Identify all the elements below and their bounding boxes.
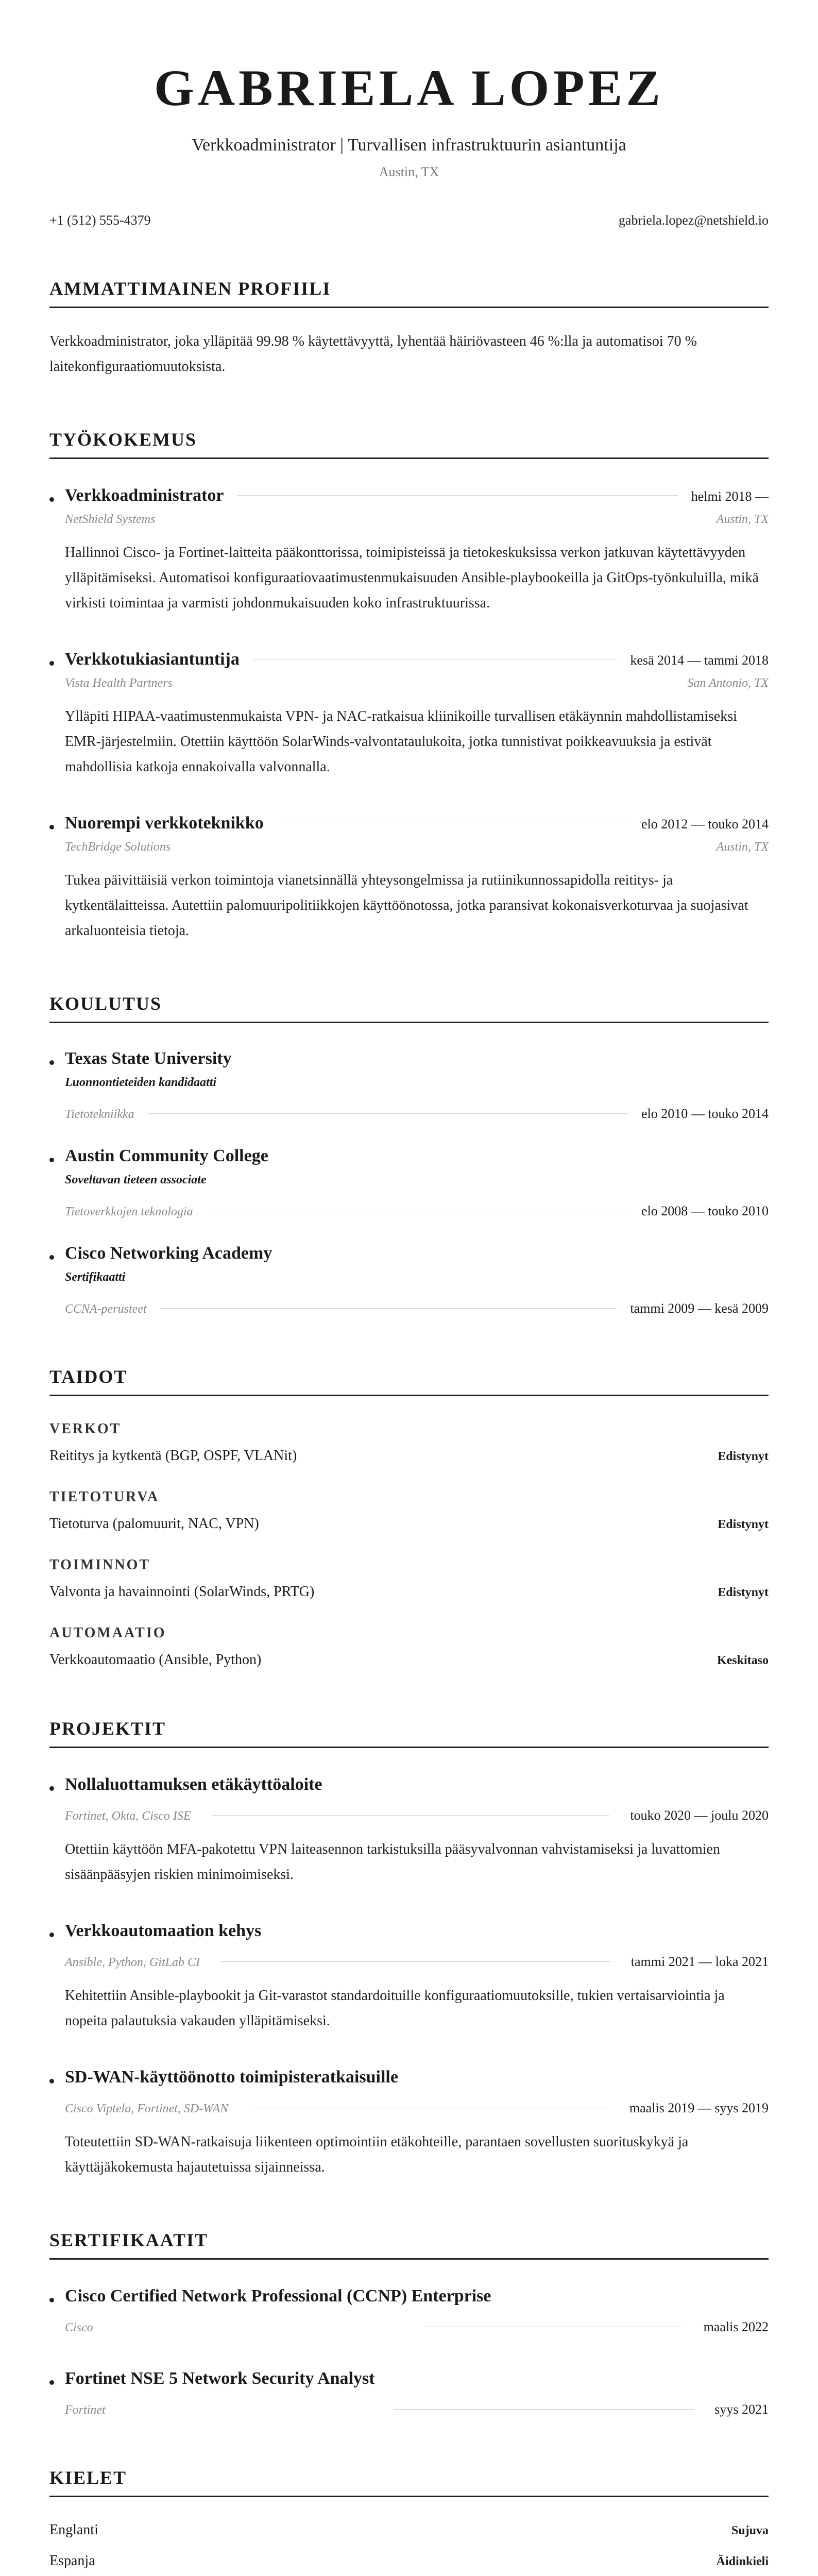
section-title: AMMATTIMAINEN PROFIILI xyxy=(49,278,769,308)
certification-entry xyxy=(49,2369,769,2417)
field-of-study: Tietotekniikka xyxy=(65,1108,134,1121)
skill-level: Keskitaso xyxy=(717,1654,769,1667)
project-tech: Fortinet, Okta, Cisco ISE xyxy=(65,1809,191,1823)
leader-line xyxy=(394,2409,694,2410)
job-date: kesä 2014 — tammi 2018 xyxy=(630,653,769,668)
section-title: PROJEKTIT xyxy=(49,1718,769,1748)
certification-issuer: Fortinet xyxy=(65,2403,106,2417)
job-description: Ylläpiti HIPAA-vaatimustenmukaista VPN- ja NAC-ratkaisua kliinikoille turvallisen etäkäynnin mahdollistamiseksi EMR-järjestelmiin. Otettiin käyttöön SolarWinds-valvontataulukoita, jotka tunnistivat poikkeavuuksia ja estivät mahdollisia katkoja ennakoivalla valvonnalla. xyxy=(65,708,737,775)
project-description: Toteutettiin SD-WAN-ratkaisuja liikenteen optimointiin etäkohteille, parantaen sovellusten suorituskykyä ja käyttäjäkokemusta hajautetuissa sijainneissa. xyxy=(65,2134,689,2175)
certification-date: syys 2021 xyxy=(714,2402,769,2417)
certifications-section xyxy=(49,2229,769,2417)
job-entry xyxy=(49,650,769,779)
job-title: Verkkotukiasiantuntija xyxy=(65,650,240,669)
skill-row xyxy=(49,1652,769,1668)
skill-name: Verkkoautomaatio (Ansible, Python) xyxy=(49,1652,262,1668)
job-location: Austin, TX xyxy=(716,840,769,854)
project-title: SD-WAN-käyttöönotto toimipisteratkaisuille xyxy=(65,2067,398,2087)
skill-name: Valvonta ja havainnointi (SolarWinds, PRTG) xyxy=(49,1584,315,1600)
skill-level: Edistynyt xyxy=(718,1586,769,1599)
skill-category: VERKOT xyxy=(49,1421,122,1437)
language-row xyxy=(49,2553,769,2569)
job-date: helmi 2018 — xyxy=(691,489,769,504)
leader-line xyxy=(237,495,678,496)
job-location: San Antonio, TX xyxy=(687,676,769,690)
education-date: elo 2010 — touko 2014 xyxy=(641,1106,769,1121)
skill-category: TOIMINNOT xyxy=(49,1557,151,1573)
job-description: Hallinnoi Cisco- ja Fortinet-laitteita pääkonttorissa, toimipisteissä ja tietokeskuksissa verkon jatkuvan käytettävyyden ylläpitämiseksi. Automatisoi konfiguraatiovaatimustenmukaisuuden Ansible-playbookeilla ja GitOps-työnkuluilla, mikä virkisti toimintaa ja varmisti johdonmukaisuuden koko infrastruktuurissa. xyxy=(65,545,759,611)
field-of-study: Tietoverkkojen teknologia xyxy=(65,1205,193,1218)
skill-row xyxy=(49,1516,769,1532)
education-date: elo 2008 — touko 2010 xyxy=(641,1204,769,1218)
resume-header xyxy=(49,61,769,180)
project-tech: Cisco Viptela, Fortinet, SD-WAN xyxy=(65,2102,229,2115)
language-level: Sujuva xyxy=(731,2524,769,2537)
phone: +1 (512) 555-4379 xyxy=(49,213,151,228)
section-title: TYÖKOKEMUS xyxy=(49,429,769,459)
degree: Sertifikaatti xyxy=(65,1270,126,1284)
company: Vista Health Partners xyxy=(65,676,173,690)
degree: Luonnontieteiden kandidaatti xyxy=(65,1076,217,1089)
skill-category: TIETOTURVA xyxy=(49,1489,160,1505)
headline: Verkkoadministrator | Turvallisen infrastruktuurin asiantuntija xyxy=(192,135,626,155)
skill-row xyxy=(49,1584,769,1600)
skill-level: Edistynyt xyxy=(718,1518,769,1531)
education-date: tammi 2009 — kesä 2009 xyxy=(630,1301,769,1316)
language-level: Äidinkieli xyxy=(716,2555,769,2568)
project-title: Verkkoautomaation kehys xyxy=(65,1921,262,1940)
projects-section xyxy=(49,1718,769,2180)
school-name: Texas State University xyxy=(65,1049,232,1068)
degree: Soveltavan tieteen associate xyxy=(65,1173,207,1187)
section-title: SERTIFIKAATIT xyxy=(49,2229,769,2260)
location: Austin, TX xyxy=(379,164,439,179)
project-date: touko 2020 — joulu 2020 xyxy=(630,1808,769,1823)
job-description: Tukea päivittäisiä verkon toimintoja vianetsinnällä yhteysongelmissa ja rutiinikunnossapidolla reititys- ja kytkentälaitteissa. Autettiin palomuuripolitiikkojen käyttöönotossa, jotka paransivat kokonaisverkoturvaa ja suojasivat arkaluonteisia tietoja. xyxy=(65,872,748,939)
skill-level: Edistynyt xyxy=(718,1450,769,1463)
job-entry xyxy=(49,486,769,616)
job-title: Nuorempi verkkoteknikko xyxy=(65,814,264,833)
skill-row xyxy=(49,1448,769,1464)
certification-issuer: Cisco xyxy=(65,2321,93,2334)
language-name: Espanja xyxy=(49,2553,95,2569)
leader-line xyxy=(212,1815,610,1816)
skill-category: AUTOMAATIO xyxy=(49,1625,166,1641)
project-description: Kehitettiin Ansible-playbookit ja Git-varastot standardoituille konfiguraatiomuutoksille, tukien vertaisarviointia ja nopeita palautuksia vakauden ylläpitämiseksi. xyxy=(65,1988,725,2029)
leader-line xyxy=(148,1113,628,1114)
job-entry xyxy=(49,814,769,943)
section-title: KOULUTUS xyxy=(49,993,769,1023)
experience-section xyxy=(49,429,769,943)
language-name: Englanti xyxy=(49,2522,98,2538)
contact-row xyxy=(49,213,769,228)
section-title: TAIDOT xyxy=(49,1366,769,1396)
certification-title: Fortinet NSE 5 Network Security Analyst xyxy=(65,2369,375,2388)
education-entry xyxy=(49,1146,769,1219)
project-entry xyxy=(49,1921,769,2033)
project-title: Nollaluottamuksen etäkäyttöaloite xyxy=(65,1775,322,1794)
education-entry xyxy=(49,1244,769,1316)
certification-title: Cisco Certified Network Professional (CCNP) Enterprise xyxy=(65,2286,491,2306)
education-section xyxy=(49,993,769,1316)
section-title: KIELET xyxy=(49,2467,769,2497)
company: NetShield Systems xyxy=(65,513,156,526)
project-entry xyxy=(49,1775,769,1887)
profile-section xyxy=(49,278,769,379)
leader-line xyxy=(160,1308,617,1309)
company: TechBridge Solutions xyxy=(65,840,171,854)
field-of-study: CCNA-perusteet xyxy=(65,1302,147,1316)
language-row xyxy=(49,2522,769,2538)
certification-date: maalis 2022 xyxy=(703,2319,769,2334)
project-tech: Ansible, Python, GitLab CI xyxy=(65,1956,200,1969)
school-name: Cisco Networking Academy xyxy=(65,1244,272,1263)
school-name: Austin Community College xyxy=(65,1146,268,1165)
job-location: Austin, TX xyxy=(716,513,769,526)
certification-entry xyxy=(49,2286,769,2335)
skill-name: Reititys ja kytkentä (BGP, OSPF, VLANit) xyxy=(49,1448,297,1464)
email-link[interactable]: gabriela.lopez@netshield.io xyxy=(618,213,769,228)
profile-text: Verkkoadministrator, joka ylläpitää 99.98 % käytettävyyttä, lyhentää häiriövasteen 46 %:lla ja automatisoi 70 % laitekonfiguraatiomuutoksista. xyxy=(49,333,697,375)
job-title: Verkkoadministrator xyxy=(65,486,224,505)
project-date: tammi 2021 — loka 2021 xyxy=(630,1954,769,1969)
leader-line xyxy=(220,1961,610,1962)
skills-section xyxy=(49,1366,769,1668)
languages-section xyxy=(49,2467,769,2576)
skill-name: Tietoturva (palomuurit, NAC, VPN) xyxy=(49,1516,259,1532)
education-entry xyxy=(49,1049,769,1122)
job-date: elo 2012 — touko 2014 xyxy=(641,817,769,832)
candidate-name: GABRIELA LOPEZ xyxy=(154,59,664,116)
project-entry xyxy=(49,2067,769,2180)
project-description: Otettiin käyttöön MFA-pakotettu VPN laiteasennon tarkistuksilla pääsyvalvonnan vahvistamiseksi ja luvattomien sisäänpääsyjen riskien minimoimiseksi. xyxy=(65,1841,720,1883)
project-date: maalis 2019 — syys 2019 xyxy=(629,2100,769,2115)
